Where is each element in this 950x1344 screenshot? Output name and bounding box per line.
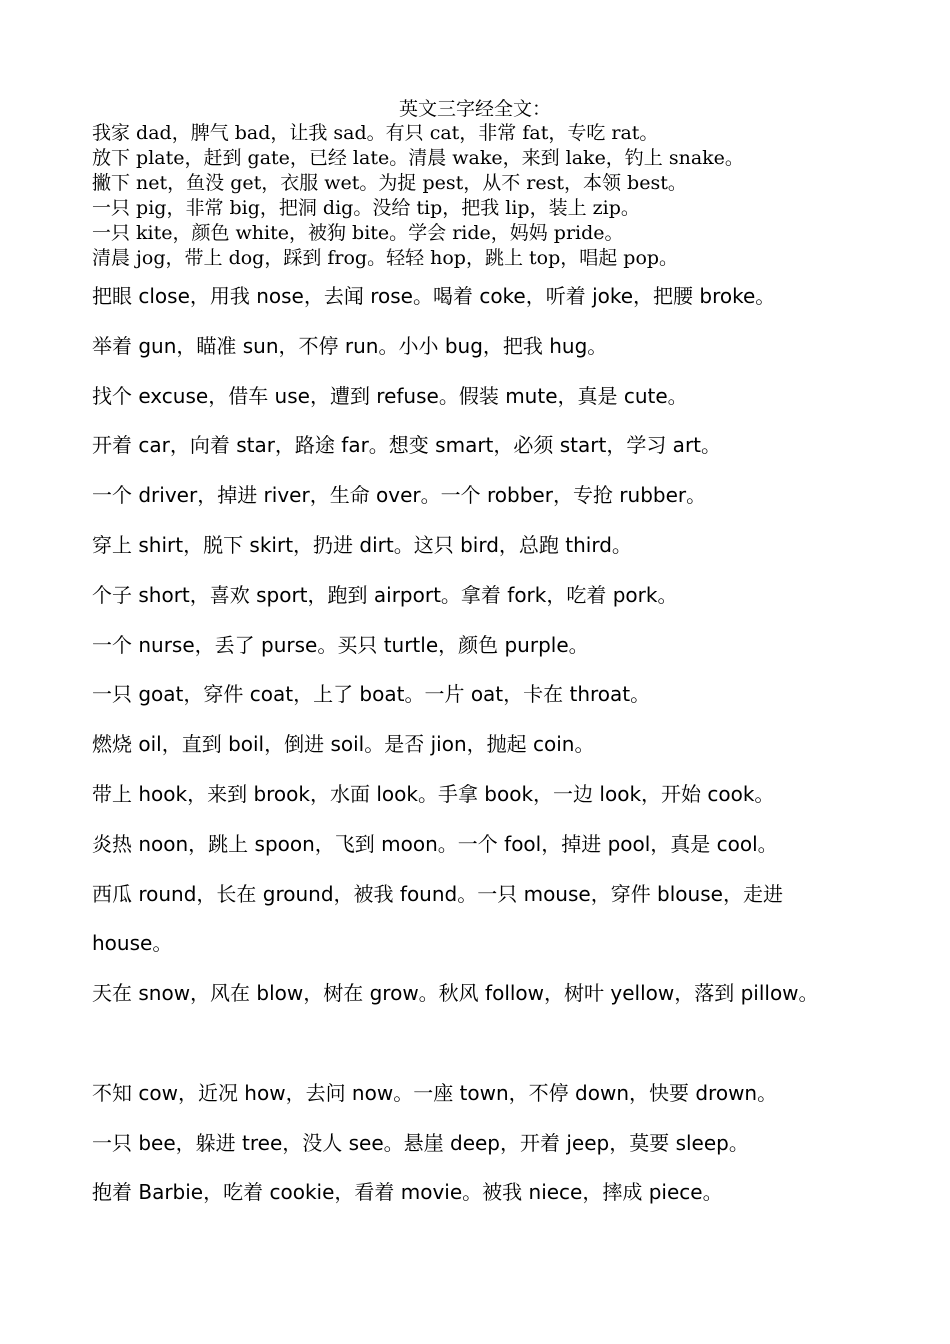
text-line: 我家 dad，脾气 bad，让我 sad。有只 cat，非常 fat，专吃 rat。 xyxy=(92,122,659,144)
document-title: 英文三字经全文： xyxy=(398,98,551,120)
text-line: 带上 hook，来到 brook，水面 look。手拿 book，一边 look，开始 cook。 xyxy=(92,781,775,806)
text-line: 撇下 net，鱼没 get，衣服 wet。为捉 pest，从不 rest，本领 best。 xyxy=(92,172,687,194)
text-line: 开着 car，向着 star，路途 far。想变 smart，必须 start，学习 art。 xyxy=(92,433,722,458)
text-line: 燃烧 oil，直到 boil，倒进 soil。是否 jion，抛起 coin。 xyxy=(92,732,595,757)
text-line: 西瓜 round，长在 ground，被我 found。一只 mouse，穿件 blouse，走进 xyxy=(92,881,783,906)
text-line: 个子 short，喜欢 sport，跑到 airport。拿着 fork，吃着 pork。 xyxy=(92,582,678,607)
sans-text-block xyxy=(92,272,882,1218)
text-line: 把眼 close，用我 nose，去闻 rose。喝着 coke，听着 joke，把腰 broke。 xyxy=(92,284,776,308)
text-line: 放下 plate，赶到 gate，已经 late。清晨 wake，来到 lake，钓上 snake。 xyxy=(92,147,744,169)
text-line: 清晨 jog，带上 dog，踩到 frog。轻轻 hop，跳上 top，唱起 pop。 xyxy=(92,247,679,269)
text-line: 一只 kite，颜色 white，被狗 bite。学会 ride，妈妈 pride。 xyxy=(92,222,624,244)
text-line: 一只 pig，非常 big，把洞 dig。没给 tip，把我 lip，装上 zip。 xyxy=(92,197,640,219)
text-line: 找个 excuse，借车 use，遭到 refuse。假装 mute，真是 cute。 xyxy=(92,383,688,408)
text-line: 抱着 Barbie，吃着 cookie，看着 movie。被我 niece，摔成 piece。 xyxy=(92,1180,723,1205)
text-line: 炎热 noon，跳上 spoon，飞到 moon。一个 fool，掉进 pool，真是 cool。 xyxy=(92,831,778,856)
serif-text-block xyxy=(92,121,892,271)
text-line: 一只 goat，穿件 coat，上了 boat。一片 oat，卡在 throat。 xyxy=(92,682,651,707)
blank-line xyxy=(92,1019,882,1069)
text-line: 天在 snow，风在 blow，树在 grow。秋风 follow，树叶 yellow，落到 pillow。 xyxy=(92,981,819,1006)
text-line: 一只 bee，躲进 tree，没人 see。悬崖 deep，开着 jeep，莫要 sleep。 xyxy=(92,1130,749,1155)
text-line: 举着 gun，瞄准 sun，不停 run。小小 bug，把我 hug。 xyxy=(92,333,608,358)
text-line: 一个 driver，掉进 river，生命 over。一个 robber，专抢 rubber。 xyxy=(92,483,707,508)
text-line: 穿上 shirt，脱下 skirt，扔进 dirt。这只 bird，总跑 third。 xyxy=(92,532,632,557)
text-line: 一个 nurse，丢了 purse。买只 turtle，颜色 purple。 xyxy=(92,632,589,657)
text-line: house。 xyxy=(92,931,173,956)
text-line: 不知 cow，近况 how，去问 now。一座 town，不停 down，快要 drown。 xyxy=(92,1080,778,1105)
